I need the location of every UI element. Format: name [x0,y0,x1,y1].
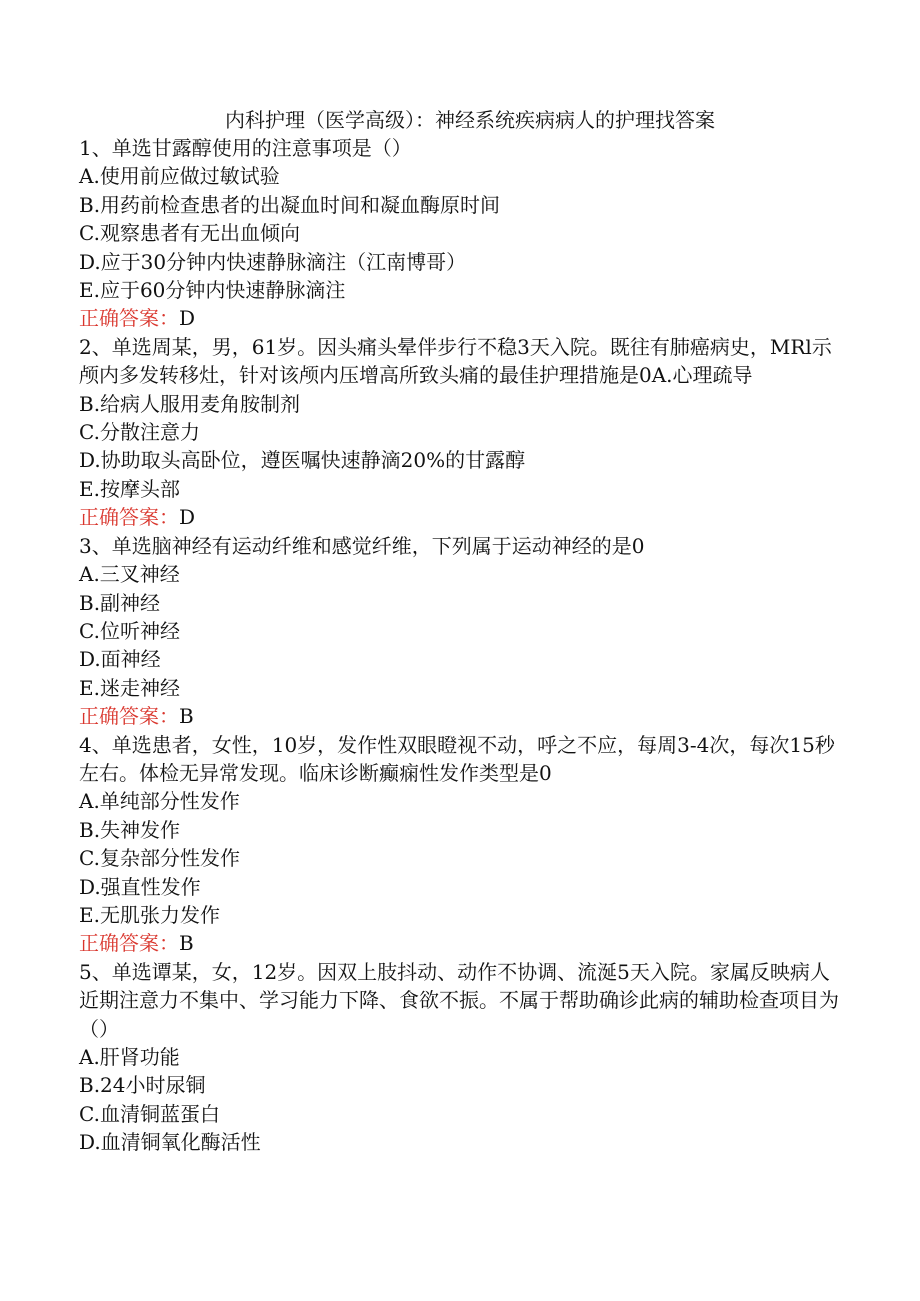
option: D.强直性发作 [79,874,201,899]
option: C.血清铜蓝蛋白 [79,1101,220,1126]
question-stem: 5、单选谭某，女，12岁。因双上肢抖动、动作不协调、流涎5天入院。家属反映病人近期注意力不集中、学习能力下降、食欲不振。不属于帮助确诊此病的辅助检查项目为（） [79,959,839,1041]
option: E.无肌张力发作 [79,902,220,927]
question-1 [79,134,839,333]
option: B.失神发作 [79,817,181,842]
option: D.协助取头高卧位，遵医嘱快速静滴20%的甘露醇 [79,448,526,473]
option: E.应于60分钟内快速静脉滴注 [79,278,346,303]
option: B.用药前检查患者的出凝血时间和凝血酶原时间 [79,192,501,217]
option: A.单纯部分性发作 [79,789,240,814]
answer-value: D [179,306,196,331]
answer-row [79,702,839,730]
question-stem: 2、单选周某，男，61岁。因头痛头晕伴步行不稳3天入院。既往有肺癌病史，MRl示颅内多发转移灶，针对该颅内压增高所致头痛的最佳护理措施是0A.心理疏导 [79,334,832,388]
question-stem: 3、单选脑神经有运动纤维和感觉纤维，下列属于运动神经的是0 [79,533,645,558]
document-page [79,106,839,1157]
option: B.24小时尿铜 [79,1073,206,1098]
answer-value: D [179,505,196,530]
answer-row [79,304,839,332]
option: D.面神经 [79,647,161,672]
option: D.血清铜氧化酶活性 [79,1130,261,1155]
question-5 [79,958,839,1157]
option: E.迷走神经 [79,675,180,700]
option: C.观察患者有无出血倾向 [79,221,300,246]
answer-label: 正确答案： [79,505,179,530]
answer-row [79,503,839,531]
question-stem: 1、单选甘露醇使用的注意事项是（） [79,136,412,160]
option: B.副神经 [79,590,161,615]
question-2 [79,333,839,532]
question-4 [79,731,839,958]
question-3 [79,532,839,731]
option: C.复杂部分性发作 [79,846,240,871]
answer-row [79,929,839,957]
answer-value: B [179,931,194,956]
option: A.使用前应做过敏试验 [79,164,280,189]
option: E.按摩头部 [79,476,180,501]
document-title: 内科护理（医学高级）：神经系统疾病病人的护理找答案 [225,108,715,132]
option: C.分散注意力 [79,420,200,445]
answer-label: 正确答案： [79,704,179,729]
answer-value: B [179,704,194,729]
question-stem: 4、单选患者，女性，10岁，发作性双眼瞪视不动，呼之不应，每周3-4次，每次15秒左右。体检无异常发现。临床诊断癫痫性发作类型是0 [79,732,835,785]
option: D.应于30分钟内快速静脉滴注（江南博哥） [79,249,467,274]
answer-label: 正确答案： [79,931,179,956]
option: C.位听神经 [79,618,180,643]
option: B.给病人服用麦角胺制剂 [79,391,301,416]
answer-label: 正确答案： [79,306,179,331]
option: A.肝肾功能 [79,1045,180,1069]
option: A.三叉神经 [79,562,180,587]
